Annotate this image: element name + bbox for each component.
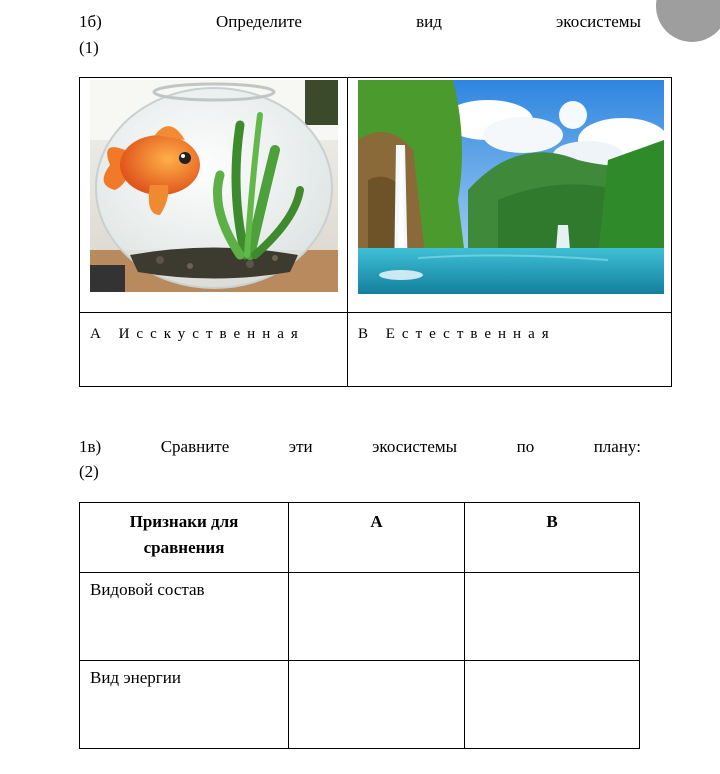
ecosystem-a-label: А Исскуственная bbox=[80, 313, 348, 387]
task-1c-heading bbox=[79, 437, 641, 457]
task-1b-word: вид bbox=[416, 12, 442, 31]
task-1b-word: экосистемы bbox=[556, 12, 641, 31]
ecosystem-table bbox=[79, 77, 672, 387]
row-label-energy: Вид энергии bbox=[80, 661, 289, 749]
task-1b-number: 1б) bbox=[79, 12, 102, 31]
header-criteria: Признаки для сравнения bbox=[80, 503, 289, 573]
task-1b-points: (1) bbox=[79, 38, 99, 57]
waterfall-lake-image bbox=[358, 80, 664, 294]
answer-cell-a[interactable] bbox=[289, 661, 465, 749]
task-1c-word: Сравните bbox=[160, 437, 230, 456]
row-label-species: Видовой состав bbox=[80, 573, 289, 661]
answer-cell-a[interactable] bbox=[289, 573, 465, 661]
fishbowl-goldfish-image bbox=[90, 80, 338, 292]
task-1c-word: плану: bbox=[593, 437, 641, 456]
table-row bbox=[80, 573, 640, 661]
task-1c-word: эти bbox=[288, 437, 313, 456]
table-row bbox=[80, 661, 640, 749]
task-1c-points: (2) bbox=[79, 462, 99, 481]
header-a: А bbox=[289, 503, 465, 573]
task-1c-word: экосистемы bbox=[372, 437, 458, 456]
comparison-table bbox=[79, 502, 640, 749]
corner-circle-icon bbox=[656, 0, 720, 42]
task-1c-number: 1в) bbox=[79, 437, 102, 456]
task-1b-heading bbox=[79, 12, 641, 32]
ecosystem-a-image-cell bbox=[80, 78, 348, 313]
answer-cell-b[interactable] bbox=[465, 661, 640, 749]
header-b: В bbox=[465, 503, 640, 573]
task-1b-word: Определите bbox=[215, 12, 302, 31]
task-1c-word: по bbox=[516, 437, 535, 456]
ecosystem-b-label: В Естественная bbox=[348, 313, 672, 387]
ecosystem-b-image-cell bbox=[348, 78, 672, 313]
answer-cell-b[interactable] bbox=[465, 573, 640, 661]
